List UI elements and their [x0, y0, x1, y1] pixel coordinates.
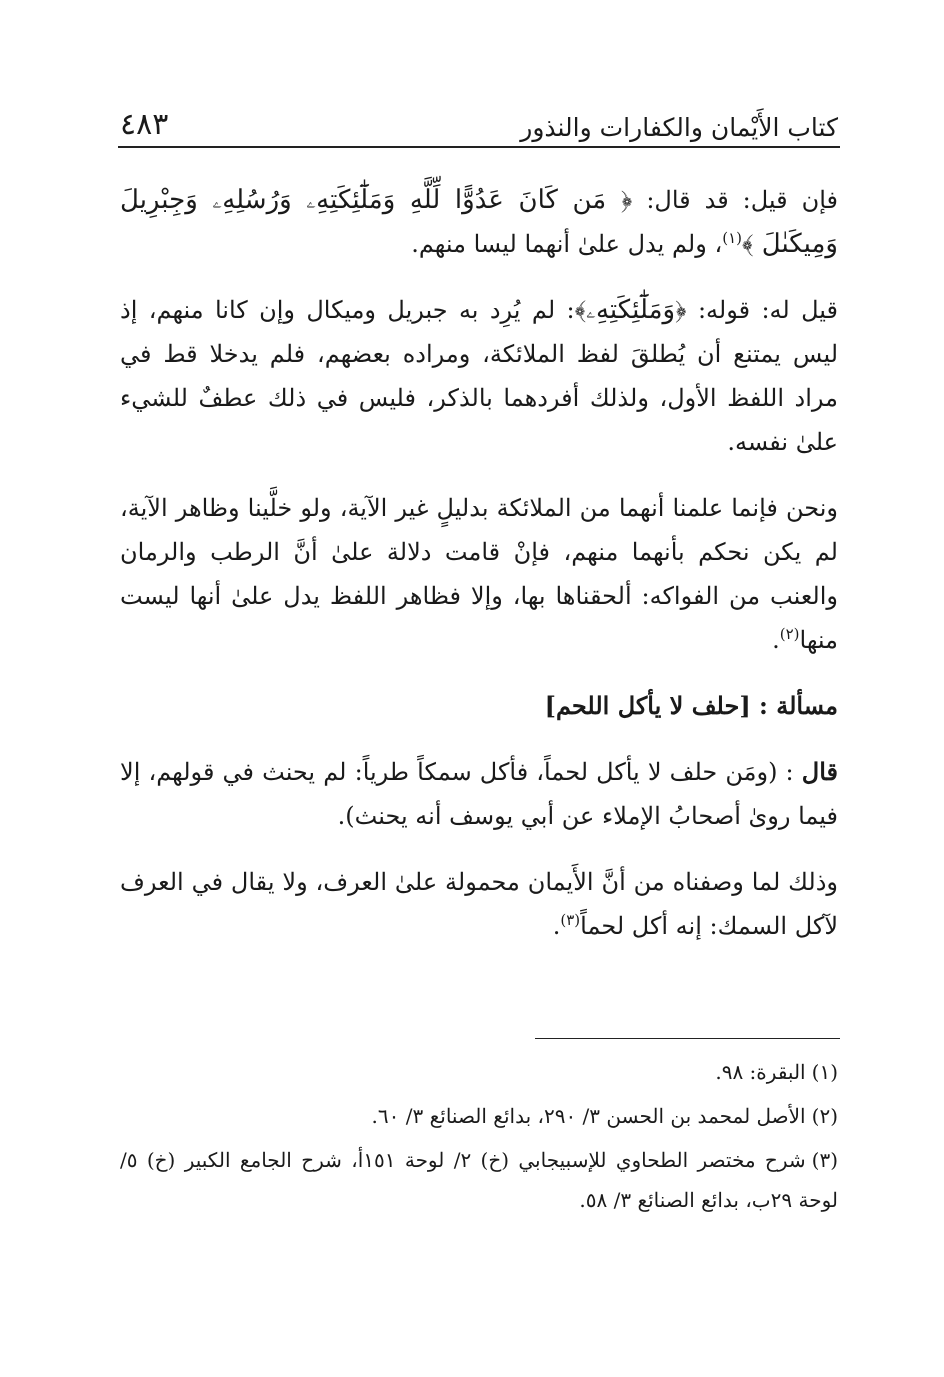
running-title: كتاب الأَيْمان والكفارات والنذور [520, 113, 838, 142]
footnote-1: (١)البقرة: ٩٨. [715, 1060, 838, 1084]
main-text [120, 178, 838, 970]
paragraph-5: وذلك لما وصفناه من أنَّ الأَيمان محمولة علىٰ العرف، ولا يقال في العرف لآكل السمك: إنه أكل لحماً$^{(٣)}$. [120, 868, 838, 940]
paragraph-1: فإن قيل: قد قال: ﴿ مَن كَانَ عَدُوًّا لِّلَّهِ وَمَلَٰٓئِكَتِهِۦ وَرُسُلِهِۦ وَجِبْرِيلَ وَمِيكَىٰلَ ﴾$^{(١)}$، ولم يدل علىٰ أنهما ليسا منهم. [120, 185, 839, 259]
quran-verse: ﴿ مَن كَانَ عَدُوًّا لِّلَّهِ وَمَلَٰٓئِكَتِهِۦ وَرُسُلِهِۦ وَجِبْرِيلَ وَمِيكَىٰلَ ﴾ [120, 185, 838, 259]
footnote-ref-2: (٢) [779, 625, 800, 643]
page-number: ٤٨٣ [120, 107, 169, 142]
footnote-rule [535, 1038, 840, 1039]
paragraph-4: قال : (ومَن حلف لا يأكل لحماً، فأكل سمكاً طرياً: لم يحنث في قولهم، إلا فيما روىٰ أصحابُ الإملاء عن أبي يوسف أنه يحنث). [120, 757, 838, 830]
footnote-ref-3: (٣) [560, 911, 581, 929]
page-header [120, 92, 838, 142]
footnote-ref-1: (١) [722, 229, 742, 247]
quran-verse: ﴿وَمَلَٰٓئِكَتِهِۦ﴾ [574, 295, 687, 325]
header-rule [118, 146, 840, 148]
paragraph-2: قيل له: قوله: ﴿وَمَلَٰٓئِكَتِهِۦ﴾: لم يُرِد به جبريل وميكال وإن كانا منهم، إذ ليس يمتنع أن يُطلقَ لفظ الملائكة، ومراده بعضهم، فلم يدخلا قط في مراد اللفظ الأول، ولذلك أفردهما بالذكر، فليس في ذلك عطفٌ للشيء علىٰ نفسه. [120, 295, 839, 456]
section-heading: مسألة : [حلف لا يأكل اللحم] [544, 691, 838, 720]
footnote-3: (٣)شرح مختصر الطحاوي للإسبيجابي (خ) ٢/ لوحة ١٥١أ، شرح الجامع الكبير (خ) ٥/ لوحة ٢٩ب، بدائع الصنائع ٣/ ٥٨. [120, 1148, 838, 1212]
footnotes [120, 1052, 838, 1224]
paragraph-3: ونحن فإنما علمنا أنهما من الملائكة بدليلٍ غير الآية، ولو خلَّينا وظاهر الآية، لم يكن نحكم بأنهما منهم، فإنْ قامت دلالة علىٰ أنَّ الرطب والرمان والعنب من الفواكه: ألحقناها بها، وإلا فظاهر اللفظ يدل علىٰ أنها ليست منها$^{(٢)}$. [120, 494, 838, 654]
qala-label: قال [801, 757, 838, 786]
footnote-2: (٢)الأصل لمحمد بن الحسن ٣/ ٢٩٠، بدائع الصنائع ٣/ ٦٠. [371, 1104, 838, 1128]
